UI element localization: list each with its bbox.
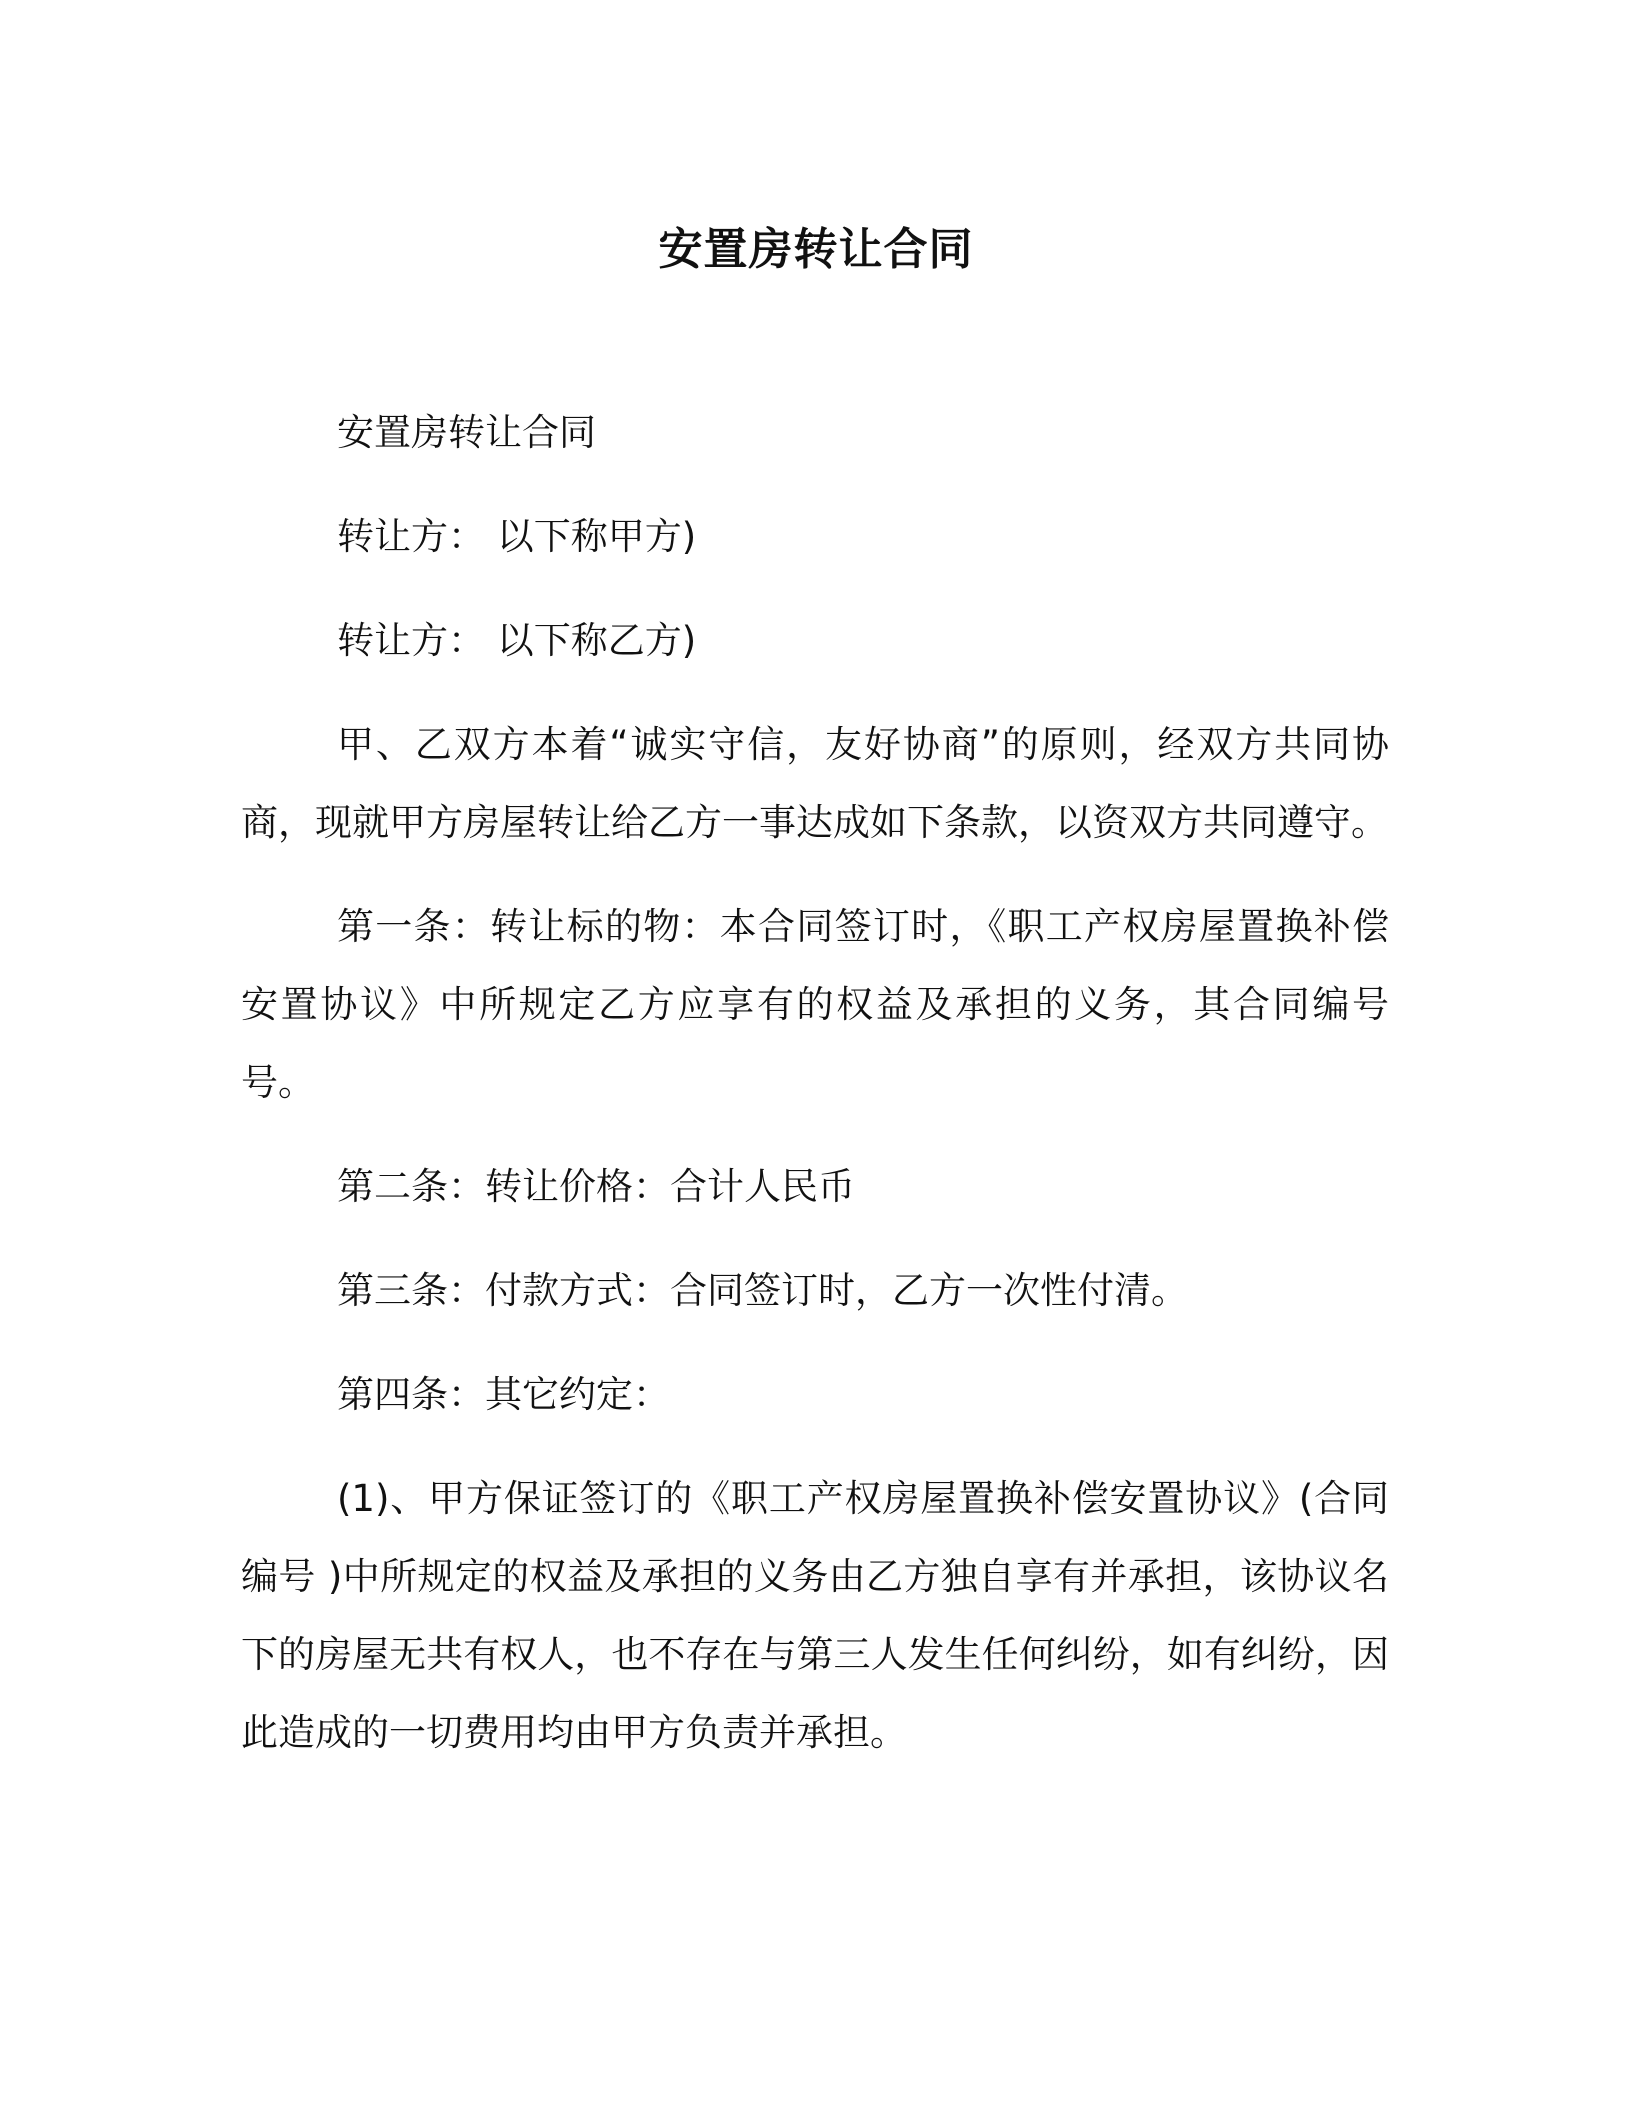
paragraph-party-a: 转让方： 以下称甲方): [337, 515, 697, 558]
paragraph-party-b: 转让方： 以下称乙方): [337, 619, 697, 662]
paragraph-article-4: 第四条：其它约定：: [337, 1373, 670, 1416]
paragraph-article-3: 第三条：付款方式：合同签订时，乙方一次性付清。: [337, 1269, 1188, 1312]
document-title: 安置房转让合同: [658, 224, 974, 275]
paragraph-clause-1: (1)、甲方保证签订的《职工产权房屋置换补偿安置协议》(合同编号 )中所规定的权益及承担的义务由乙方独自享有并承担，该协议名下的房屋无共有权人，也不存在与第三人发生任何纠纷，如有纠纷，因此造成的一切费用均由甲方负责并承担。: [241, 1477, 1389, 1754]
paragraph-preamble: 甲、乙双方本着“诚实守信，友好协商”的原则，经双方共同协商，现就甲方房屋转让给乙方一事达成如下条款，以资双方共同遵守。: [241, 723, 1389, 844]
document-body: [241, 394, 1389, 1798]
paragraph-article-2: 第二条：转让价格：合计人民币: [337, 1165, 855, 1208]
paragraph-article-1: 第一条：转让标的物：本合同签订时，《职工产权房屋置换补偿安置协议》中所规定乙方应享有的权益及承担的义务，其合同编号 号。: [241, 905, 1389, 1104]
paragraph-subtitle: 安置房转让合同: [337, 411, 596, 454]
